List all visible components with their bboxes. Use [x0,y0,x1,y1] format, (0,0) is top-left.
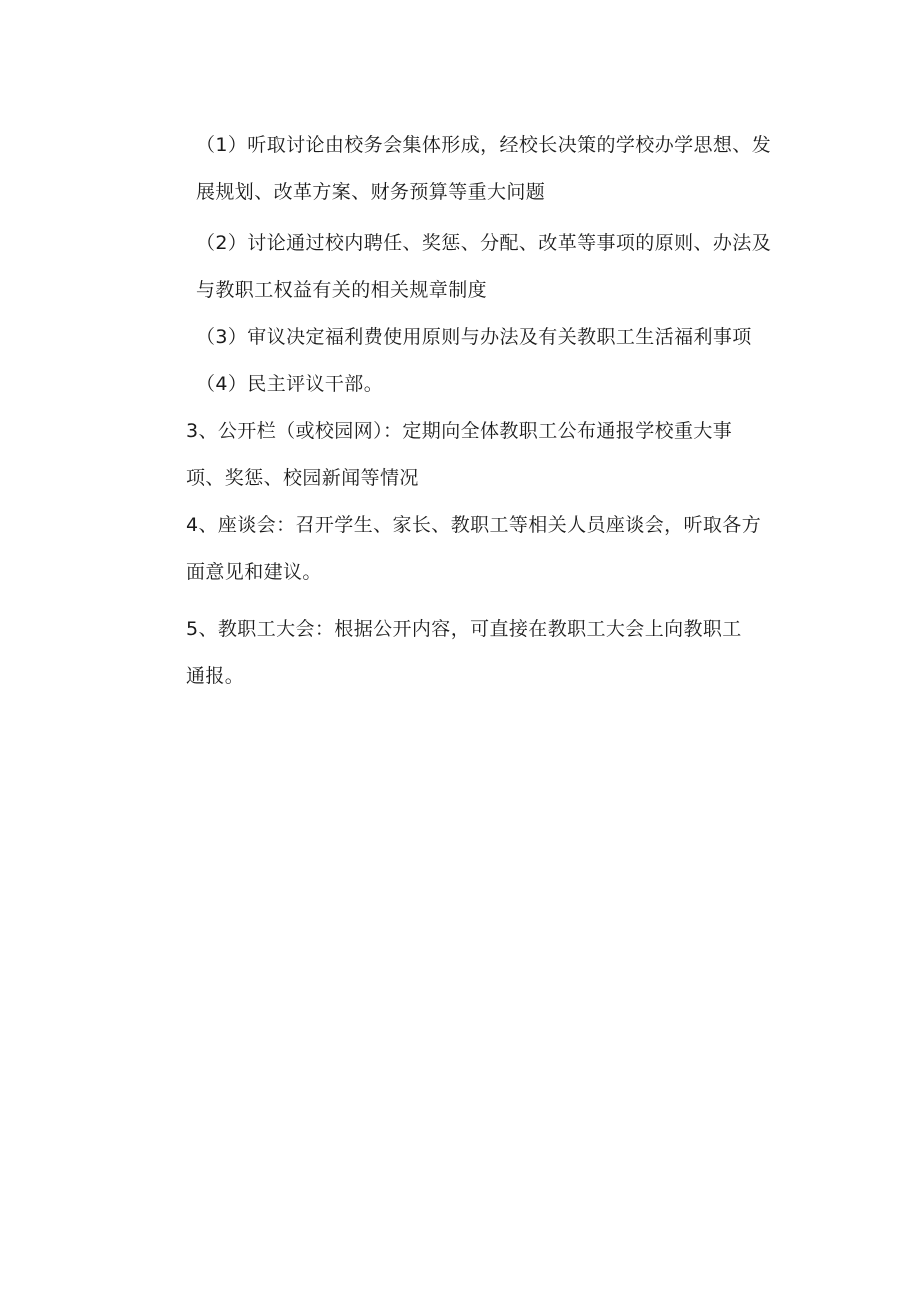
paragraph-line: 展规划、改革方案、财务预算等重大问题 [196,181,546,203]
paragraph-item-3 [138,314,788,361]
paragraph-line: 通报。 [186,665,245,687]
paragraph-line: 4、座谈会：召开学生、家长、教职工等相关人员座谈会，听取各方 [186,514,762,536]
paragraph-item-4 [138,361,788,408]
paragraph-item-2 [138,220,788,314]
paragraph-item-1 [138,122,788,216]
paragraph-item-7 [138,606,788,700]
paragraph-line: （1）听取讨论由校务会集体形成，经校长决策的学校办学思想、发 [196,134,772,156]
paragraph-line: （2）讨论通过校内聘任、奖惩、分配、改革等事项的原则、办法及 [196,232,772,254]
paragraph-item-5 [138,408,788,502]
paragraph-item-6 [138,502,788,596]
paragraph-line: 与教职工权益有关的相关规章制度 [196,279,488,301]
paragraph-line: 面意见和建议。 [186,561,322,583]
paragraph-line: （4）民主评议干部。 [196,373,384,395]
paragraph-line: 项、奖惩、校园新闻等情况 [186,467,419,489]
document-body [138,122,788,700]
paragraph-line: （3）审议决定福利费使用原则与办法及有关教职工生活福利事项 [196,326,752,348]
paragraph-line: 3、公开栏（或校园网）：定期向全体教职工公布通报学校重大事 [186,420,733,442]
paragraph-line: 5、教职工大会：根据公开内容，可直接在教职工大会上向教职工 [186,618,742,640]
